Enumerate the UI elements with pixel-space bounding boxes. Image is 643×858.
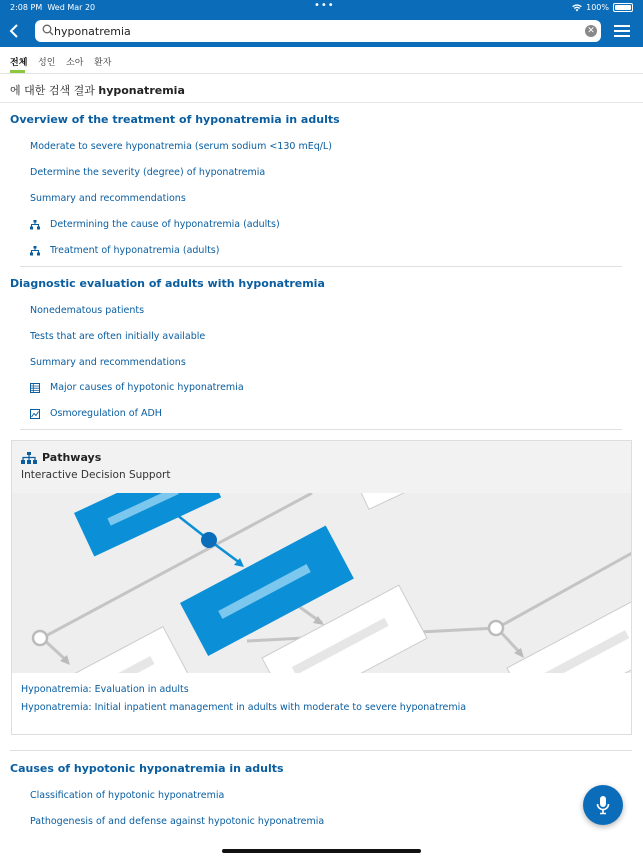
microphone-icon — [596, 795, 610, 815]
results-header — [10, 82, 185, 98]
hamburger-line — [614, 35, 630, 37]
table-icon — [30, 383, 40, 393]
multitasking-dots-icon[interactable]: ••• — [314, 0, 335, 11]
pathways-card[interactable] — [11, 440, 632, 735]
clear-search-icon[interactable]: ✕ — [585, 25, 597, 37]
topic-section-link[interactable]: Tests that are often initially available — [30, 331, 206, 342]
topic-title[interactable]: Causes of hypotonic hyponatremia in adults — [10, 762, 284, 775]
topic-section-link[interactable]: Summary and recommendations — [30, 357, 186, 368]
status-time — [10, 3, 95, 12]
pathways-subtitle: Interactive Decision Support — [21, 469, 171, 481]
pathway-link[interactable]: Hyponatremia: Initial inpatient management in adults with moderate to severe hyponatremia — [21, 702, 467, 713]
topic-section-link[interactable]: Classification of hypotonic hyponatremia — [30, 790, 225, 801]
search-input[interactable] — [54, 22, 574, 40]
home-indicator — [222, 849, 421, 853]
algorithm-link[interactable]: Treatment of hyponatremia (adults) — [50, 245, 220, 256]
top-app-bar — [0, 0, 643, 47]
pathways-illustration — [12, 493, 631, 673]
search-icon — [42, 24, 54, 36]
battery-percent: 100% — [586, 3, 609, 12]
tab-adult[interactable]: 성인 — [38, 58, 56, 68]
hamburger-line — [614, 25, 630, 27]
status-right — [572, 3, 633, 12]
pathway-link[interactable]: Hyponatremia: Evaluation in adults — [21, 684, 189, 695]
voice-search-button[interactable] — [583, 785, 623, 825]
wifi-icon — [572, 4, 582, 12]
algorithm-icon — [30, 220, 40, 230]
results-prefix: 에 대한 검색 결과 — [10, 84, 95, 97]
back-button[interactable] — [4, 20, 24, 42]
status-time-text: 2:08 PM — [10, 3, 43, 12]
algorithm-icon — [30, 246, 40, 256]
hamburger-line — [614, 30, 630, 32]
status-date-text: Wed Mar 20 — [47, 3, 96, 12]
pathways-title: Pathways — [42, 451, 102, 464]
tab-patient[interactable]: 환자 — [94, 58, 112, 68]
results-term: hyponatremia — [98, 84, 185, 97]
divider — [0, 102, 643, 103]
table-link[interactable]: Major causes of hypotonic hyponatremia — [50, 382, 244, 393]
divider — [10, 750, 632, 751]
graphic-link[interactable]: Osmoregulation of ADH — [50, 408, 162, 419]
topic-section-link[interactable]: Moderate to severe hyponatremia (serum sodium <130 mEq/L) — [30, 141, 332, 152]
tab-pediatric[interactable]: 소아 — [66, 58, 84, 68]
search-bar[interactable] — [35, 20, 601, 42]
pathways-icon — [21, 452, 37, 464]
graphic-icon — [30, 409, 40, 419]
pathways-diagram-graphic — [12, 493, 631, 673]
battery-icon — [613, 3, 633, 12]
chevron-left-icon — [9, 24, 19, 38]
menu-button[interactable] — [614, 25, 630, 37]
filter-tabs — [0, 47, 643, 74]
status-bar — [0, 0, 643, 16]
topic-section-link[interactable]: Summary and recommendations — [30, 193, 186, 204]
topic-title[interactable]: Diagnostic evaluation of adults with hyponatremia — [10, 277, 325, 290]
topic-title[interactable]: Overview of the treatment of hyponatremia in adults — [10, 113, 340, 126]
pathways-links — [12, 673, 631, 734]
divider — [20, 429, 622, 430]
topic-section-link[interactable]: Determine the severity (degree) of hyponatremia — [30, 167, 266, 178]
algorithm-link[interactable]: Determining the cause of hyponatremia (adults) — [50, 219, 280, 230]
topic-section-link[interactable]: Nonedematous patients — [30, 305, 145, 316]
tab-all[interactable]: 전체 — [10, 58, 28, 68]
active-tab-indicator — [10, 70, 25, 73]
divider — [20, 266, 622, 267]
topic-section-link[interactable]: Pathogenesis of and defense against hypotonic hyponatremia — [30, 816, 325, 827]
